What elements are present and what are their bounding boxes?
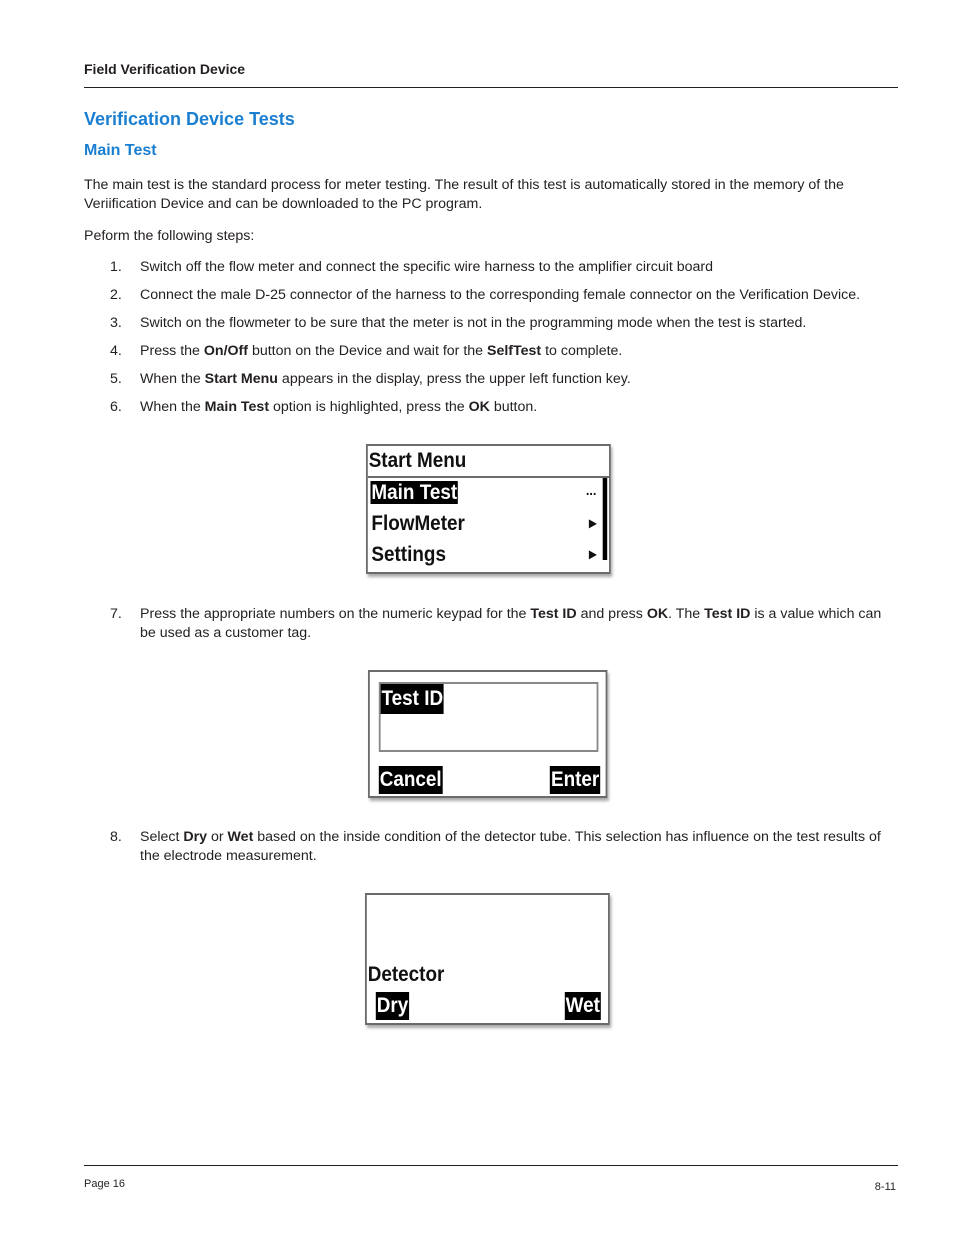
step-segment: based on the inside condition of the detector tube. This selection has influence on the test results of the electrode measurement. [140,829,881,864]
ellipsis-icon: ... [585,482,597,498]
section-title: Verification Device Tests [84,109,295,129]
subsection-title: Main Test [84,142,157,159]
step-segment: button. [489,399,538,415]
step-emphasis: Test ID [704,606,751,622]
step-item [110,828,900,866]
step-number: 3. [110,315,122,331]
step-item [110,258,900,277]
step-segment: Press the [140,343,204,359]
step-item [110,370,900,389]
lcd-start-menu [366,444,611,574]
step-number: 4. [110,343,122,359]
step-item [110,314,900,333]
step-text [110,314,900,333]
dry-softkey: Dry [376,992,409,1020]
step-number: 7. [110,606,122,622]
step-text [110,398,900,417]
step-emphasis: Main Test [204,399,270,415]
step-segment: When the [140,399,205,415]
step-number: 2. [110,287,122,303]
detector-label: Detector [367,963,445,986]
lcd-detector [365,893,610,1025]
cancel-softkey: Cancel [379,766,443,794]
wet-softkey: Wet [565,992,601,1020]
step-segment: Connect the male D-25 connector of the harness to the corresponding female connector on the Verification Device. [140,287,861,303]
chevron-right-icon: ▸ [589,546,597,563]
step-text [110,605,900,643]
step-number: 5. [110,371,122,387]
test-id-label: Test ID [381,684,444,714]
chevron-right-icon: ▸ [589,515,597,532]
menu-item-flowmeter: FlowMeter [371,512,465,535]
step-item [110,342,900,361]
step-segment: is a value which can be used as a customer tag. [140,606,882,641]
intro-paragraph: The main test is the standard process for meter testing. The result of this test is automatically stored in the memory of the Veriification Device and can be downloaded to the PC program. [84,177,844,212]
step-text [110,258,900,277]
step-emphasis: Wet [227,829,254,845]
step-segment: . The [668,606,705,622]
step-number: 6. [110,399,122,415]
step-emphasis: OK [646,606,669,622]
step-number: 1. [110,259,122,275]
step-segment: button on the Device and wait for the [248,343,487,359]
step-segment: When the [140,371,205,387]
scrollbar [603,478,608,560]
step-segment: Select [140,829,184,845]
page-number: Page 16 [84,1178,125,1190]
step-text [110,286,900,305]
step-item [110,286,900,305]
step-item [110,605,900,643]
menu-item-main-test: Main Test [371,481,458,504]
step-segment: Press the appropriate numbers on the numeric keypad for the [140,606,531,622]
lcd-title: Start Menu [368,446,609,478]
step-text [110,370,900,389]
step-item [110,398,900,417]
lcd-test-id [368,670,607,798]
step-emphasis: On/Off [203,343,249,359]
step-segment: option is highlighted, press the [269,399,469,415]
menu-item-settings: Settings [371,543,446,566]
step-text [110,342,900,361]
test-id-field [379,682,599,752]
enter-softkey: Enter [550,766,600,794]
step-emphasis: Dry [183,829,208,845]
running-header: Field Verification Device [84,61,246,77]
step-segment: and press [576,606,647,622]
section-page-number: 8-11 [874,1181,896,1193]
step-segment: appears in the display, press the upper left function key. [277,371,631,387]
step-emphasis: Start Menu [204,371,278,387]
step-number: 8. [110,829,122,845]
step-emphasis: OK [468,399,490,415]
step-emphasis: Test ID [530,606,577,622]
steps-intro: Peform the following steps: [84,228,255,244]
step-text [110,828,900,866]
step-segment: or [207,829,228,845]
step-segment: to complete. [541,343,623,359]
step-segment: Switch off the flow meter and connect the specific wire harness to the amplifier circuit board [140,259,714,275]
step-emphasis: SelfTest [487,343,542,359]
header-rule [84,87,898,88]
footer-rule [84,1165,898,1166]
step-segment: Switch on the flowmeter to be sure that the meter is not in the programming mode when the test is started. [140,315,807,331]
